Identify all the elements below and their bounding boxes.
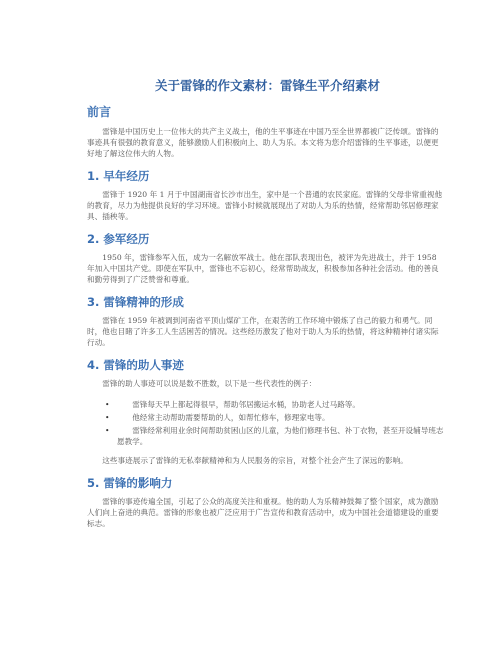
paragraph-influence: 雷锋的事迹传遍全国，引起了公众的高度关注和重视。他的助人为乐精神鼓舞了整个国家，成为激励人们向上奋进的典范。雷锋的形象也被广泛应用于广告宣传和教育活动中，成为中国社会道德建设的重要标志。 (87, 497, 439, 528)
section-heading-spirit: 3. 雷锋精神的形成 (87, 295, 184, 309)
list-item: • 雷锋每天早上都起得很早，帮助邻居搬运水桶，协助老人过马路等。 (105, 400, 360, 409)
section-heading-military: 2. 参军经历 (87, 232, 150, 246)
section-heading-early-life: 1. 早年经历 (87, 169, 150, 183)
section-heading-influence: 5. 雷锋的影响力 (87, 476, 173, 490)
list-item: • 他经常主动帮助需要帮助的人，如帮忙修车，修理家电等。 (105, 413, 330, 422)
deeds-list (87, 399, 444, 447)
document-title: 关于雷锋的作文素材：雷锋生平介绍素材 (154, 78, 380, 93)
paragraph-preface: 雷锋是中国历史上一位伟大的共产主义战士，他的生平事迹在中国乃至全世界都被广泛传颂。雷锋的事迹具有很强的教育意义，能够激励人们积极向上、助人为乐。本文将为您介绍雷锋的生平事迹，以便更好地了解这位伟大的人物。 (87, 127, 439, 158)
paragraph-deeds-intro: 雷锋的助人事迹可以说是数不胜数，以下是一些代表性的例子： (102, 379, 317, 388)
bullet-icon: • (105, 426, 110, 435)
paragraph-early-life: 雷锋于 1920 年 1 月于中国湖南省长沙市出生，家中是一个普通的农民家庭。雷锋的父母非常重视他的教育，尽力为他提供良好的学习环境。雷锋小时候就展现出了对助人为乐的热情，经常帮助邻居修理家具、插秧等。 (87, 190, 443, 221)
bullet-icon: • (105, 413, 110, 422)
paragraph-military: 1950 年，雷锋参军入伍，成为一名解放军战士。他在部队表现出色，被评为先进战士，并于 1958 年加入中国共产党。即使在军队中，雷锋也不忘初心，经常帮助战友，积极参加各种社会活动。他的善良和勤劳得到了广泛赞誉和尊重。 (87, 253, 439, 284)
section-heading-deeds: 4. 雷锋的助人事迹 (87, 358, 184, 372)
section-heading-preface: 前言 (87, 105, 112, 119)
paragraph-deeds-outro: 这些事迹展示了雷锋的无私奉献精神和为人民服务的宗旨，对整个社会产生了深远的影响。 (102, 456, 408, 465)
paragraph-spirit: 雷锋在 1959 年被调到河南省平顶山煤矿工作，在艰苦的工作环境中锻炼了自己的毅力和勇气。同时，他也目睹了许多工人生活困苦的情况。这些经历激发了他对于助人为乐的热情，将这种精神付诸实际行动。 (87, 316, 439, 347)
list-item: • 雷锋经常利用业余时间帮助贫困山区的儿童，为他们修理书包、补丁衣物，甚至开设辅导班志愿教学。 (105, 426, 444, 446)
bullet-icon: • (105, 400, 110, 409)
